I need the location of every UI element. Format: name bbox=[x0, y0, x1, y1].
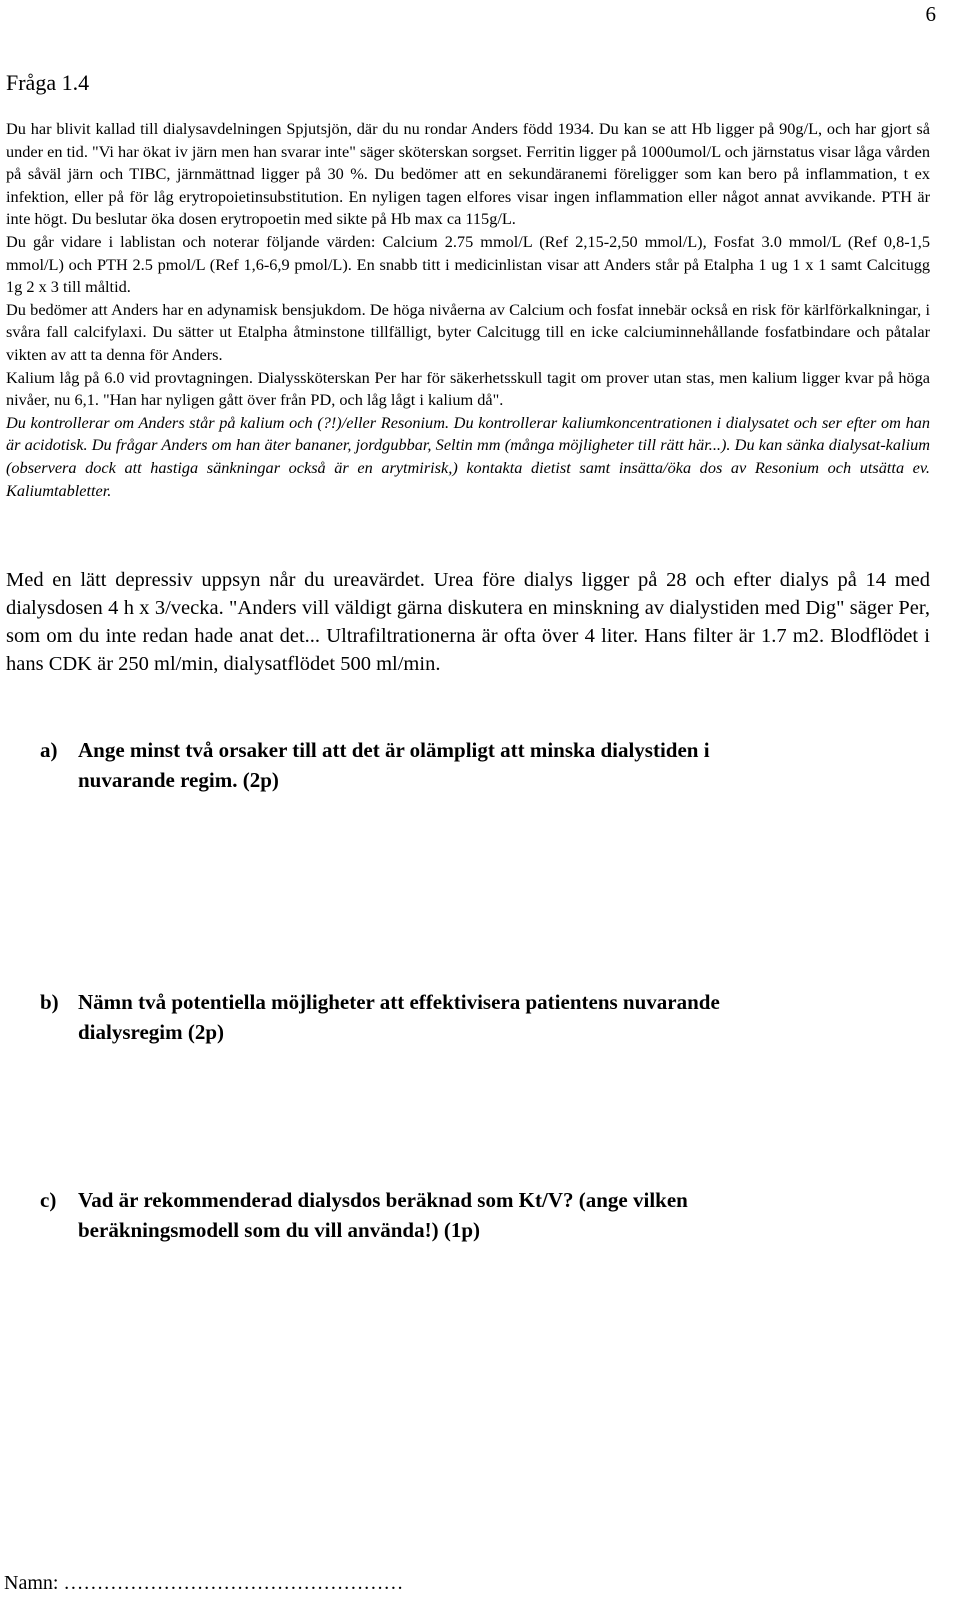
question-b-text: Nämn två potentiella möjligheter att effektivisera patientens nuvarande bbox=[78, 990, 720, 1014]
question-a-text: Ange minst två orsaker till att det är olämpligt att minska dialystiden i bbox=[78, 738, 710, 762]
question-c bbox=[40, 1185, 900, 1245]
case-paragraph-labs: Du går vidare i lablistan och noterar följande värden: Calcium 2.75 mmol/L (Ref 2,15-2,50 mmol/L), Fosfat 3.0 mmol/L (Ref 0,8-1,5 mmol/L) och PTH 2.5 pmol/L (Ref 1,6-6,9 pmol/L). En snabb titt i medicinlistan visar att Anders står på Etalpha 1 ug 1 x 1 samt Calcitugg 1g 2 x 3 till måltid. bbox=[6, 231, 930, 297]
case-paragraph-potassium-answer: Du kontrollerar om Anders står på kalium och (?!)/eller Resonium. Du kontrollerar kaliumkoncentrationen i dialysatet och ser efter om han är acidotisk. Du frågar Anders om han äter bananer, jordgubbar, Seltin mm (många möjligheter till rätt här...). Du kan sänka dialysat-kalium (observera dock att hastiga sänkningar också är en arytmirisk,) kontakta dietist samt insätta/öka dos av Resonium och utsätta ev. Kaliumtabletter. bbox=[6, 412, 930, 500]
question-b-text-cont: dialysregim (2p) bbox=[78, 1020, 225, 1044]
question-a-text-cont: nuvarande regim. (2p) bbox=[78, 768, 279, 792]
case-paragraph-anemia: Du har blivit kallad till dialysavdelningen Spjutsjön, där du nu rondar Anders född 1934. Du kan se att Hb ligger på 90g/L, och har gjort så under en tid. "Vi har ökat iv järn men han svarar inte" säger sköterskan sorgset. Ferritin ligger på 1000umol/L och järnstatus visar låga vården på såväl järn och TIBC, järnmättnad ligger på 30 %. Du bedömer att en sekundäranemi föreligger som kan bero på inflammation, t ex infektion, eller på för låg erytropoietinsubstitution. En nyligen tagen elfores visar ingen inflammation eller något annat avvikande. PTH är inte högt. Du beslutar öka dosen erytropoetin med sikte på Hb max ca 115g/L. bbox=[6, 119, 930, 229]
question-b-label: b) bbox=[40, 990, 59, 1014]
urea-summary: Med en lätt depressiv uppsyn når du ureavärdet. Urea före dialys ligger på 28 och efter dialys på 14 med dialysdosen 4 h x 3/vecka. "Anders vill väldigt gärna diskutera en minskning av dialystiden med Dig" säger Per, som om du inte redan hade anat det... Ultrafiltrationerna är ofta över 4 liter. Hans filter är 1.7 m2. Blodflödet i hans CDK är 250 ml/min, dialysatflödet 500 ml/min. bbox=[6, 569, 930, 675]
page-number: 6 bbox=[925, 2, 936, 26]
question-c-label: c) bbox=[40, 1188, 57, 1212]
name-field: Namn: …………………………………………… bbox=[4, 1572, 404, 1594]
case-paragraph-bone-disease: Du bedömer att Anders har en adynamisk bensjukdom. De höga nivåerna av Calcium och fosfat innebär också en risk för kärlförkalkningar, i svåra fall calcifylaxi. Du sätter ut Etalpha åtminstone tillfälligt, byter Calcitugg till en icke calciuminnehållande fosfatbindare och påtalar vikten av att ta denna för Anders. bbox=[6, 299, 930, 364]
case-description bbox=[6, 118, 930, 502]
case-paragraph-potassium: Kalium låg på 6.0 vid provtagningen. Dialyssköterskan Per har för säkerhetsskull tagit om prover utan stas, men kalium ligger kvar på höga nivåer, nu 6,1. "Han har nyligen gått över från PD, och låg lågt i kalium då". bbox=[6, 367, 930, 410]
question-c-text-cont: beräkningsmodell som du vill använda!) (1p) bbox=[78, 1218, 480, 1242]
question-a bbox=[40, 735, 900, 795]
question-c-text: Vad är rekommenderad dialysdos beräknad som Kt/V? (ange vilken bbox=[78, 1188, 688, 1212]
question-b bbox=[40, 987, 900, 1047]
question-a-label: a) bbox=[40, 738, 58, 762]
question-heading: Fråga 1.4 bbox=[6, 70, 90, 95]
